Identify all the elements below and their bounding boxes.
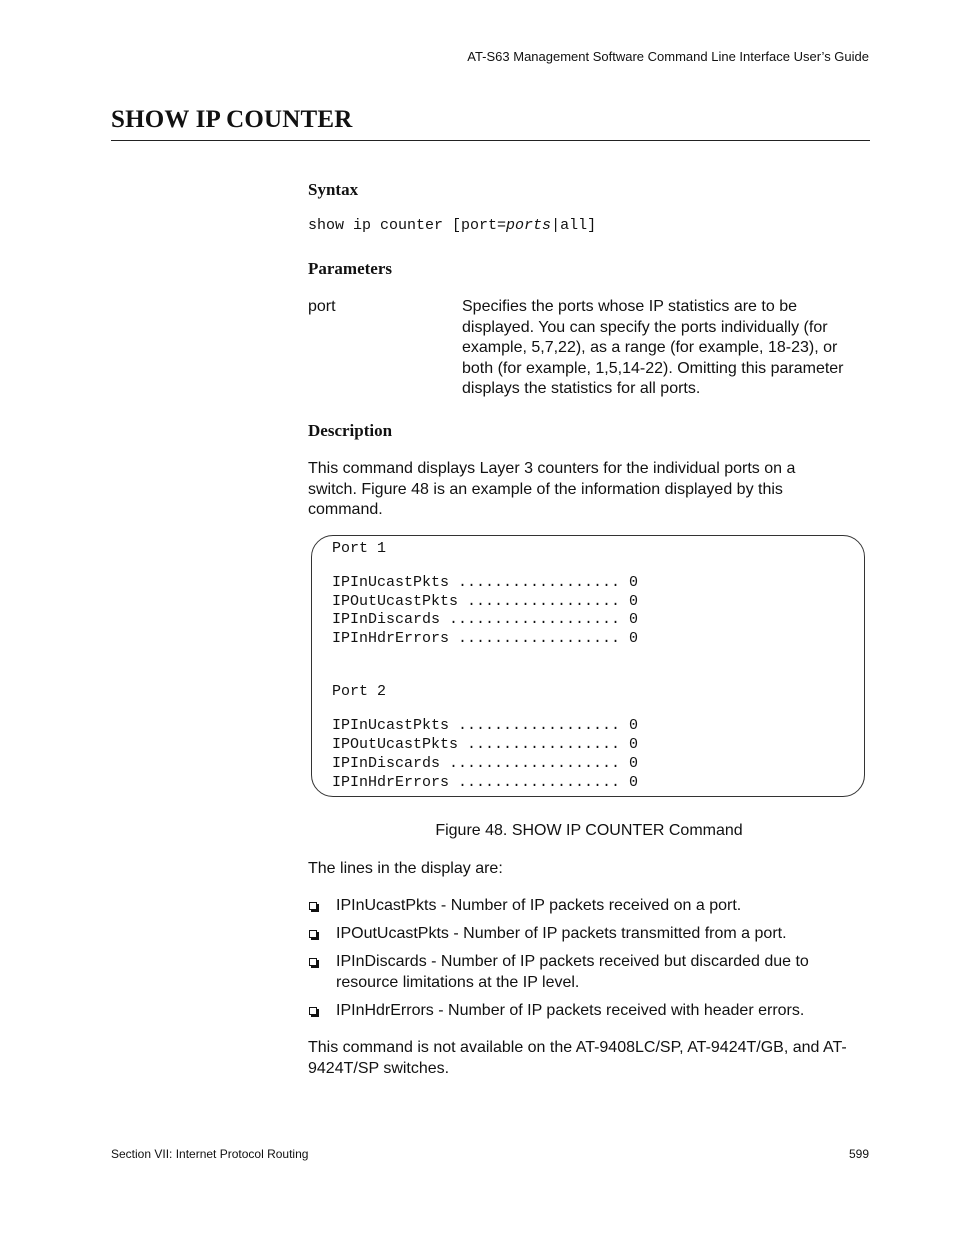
parameters-heading: Parameters — [308, 259, 393, 278]
running-header: AT-S63 Management Software Command Line Interface User’s Guide — [467, 49, 869, 64]
checkbox-bullet-icon — [309, 902, 317, 910]
title-divider — [111, 140, 870, 141]
figure-line: IPInUcastPkts .................. 0 — [332, 574, 639, 591]
syntax-suffix: |all] — [551, 217, 597, 234]
checkbox-bullet-icon — [309, 930, 317, 938]
page-title: SHOW IP COUNTER — [111, 106, 353, 133]
syntax-param: ports — [506, 217, 552, 234]
syntax-heading: Syntax — [308, 180, 359, 199]
list-item: IPInUcastPkts - Number of IP packets received on a port. — [336, 897, 742, 914]
param-desc-port: Specifies the ports whose IP statistics are to be displayed. You can specify the ports individually (for example, 5,7,22), as a range (for example, 18-23), or both (for example, 1,5,14-22). Omitting this parameter displays the statistics for all ports. — [462, 298, 844, 397]
checkbox-bullet-icon — [309, 958, 317, 966]
syntax-command — [308, 217, 596, 234]
figure-line: IPInDiscards ................... 0 — [332, 755, 639, 772]
figure-line: IPInHdrErrors .................. 0 — [332, 630, 639, 647]
figure-line: IPOutUcastPkts ................. 0 — [332, 593, 639, 610]
figure-caption: Figure 48. SHOW IP COUNTER Command — [435, 822, 743, 839]
figure-line: IPOutUcastPkts ................. 0 — [332, 736, 639, 753]
list-item: IPOutUcastPkts - Number of IP packets transmitted from a port. — [336, 925, 787, 942]
description-heading: Description — [308, 421, 393, 440]
list-item: IPInDiscards - Number of IP packets received but discarded due to resource limitations at the IP level. — [336, 953, 809, 991]
footer-section: Section VII: Internet Protocol Routing — [111, 1147, 309, 1161]
checkbox-bullet-icon — [309, 1007, 317, 1015]
figure-line: IPInUcastPkts .................. 0 — [332, 717, 639, 734]
figure-line: IPInDiscards ................... 0 — [332, 611, 639, 628]
description-text: This command displays Layer 3 counters for the individual ports on a switch. Figure 48 is an example of the information displayed by this command. — [308, 460, 796, 518]
figure-line: IPInHdrErrors .................. 0 — [332, 774, 639, 791]
syntax-prefix: show ip counter [port= — [308, 217, 507, 234]
param-name-port: port — [308, 298, 336, 315]
lines-intro: The lines in the display are: — [308, 860, 503, 877]
list-item: IPInHdrErrors - Number of IP packets received with header errors. — [336, 1002, 805, 1019]
figure-port-1-heading: Port 1 — [332, 540, 387, 557]
figure-port-2-heading: Port 2 — [332, 683, 387, 700]
closing-note: This command is not available on the AT-9408LC/SP, AT-9424T/GB, and AT-9424T/SP switches. — [308, 1039, 847, 1077]
page-number: 599 — [848, 1147, 869, 1161]
